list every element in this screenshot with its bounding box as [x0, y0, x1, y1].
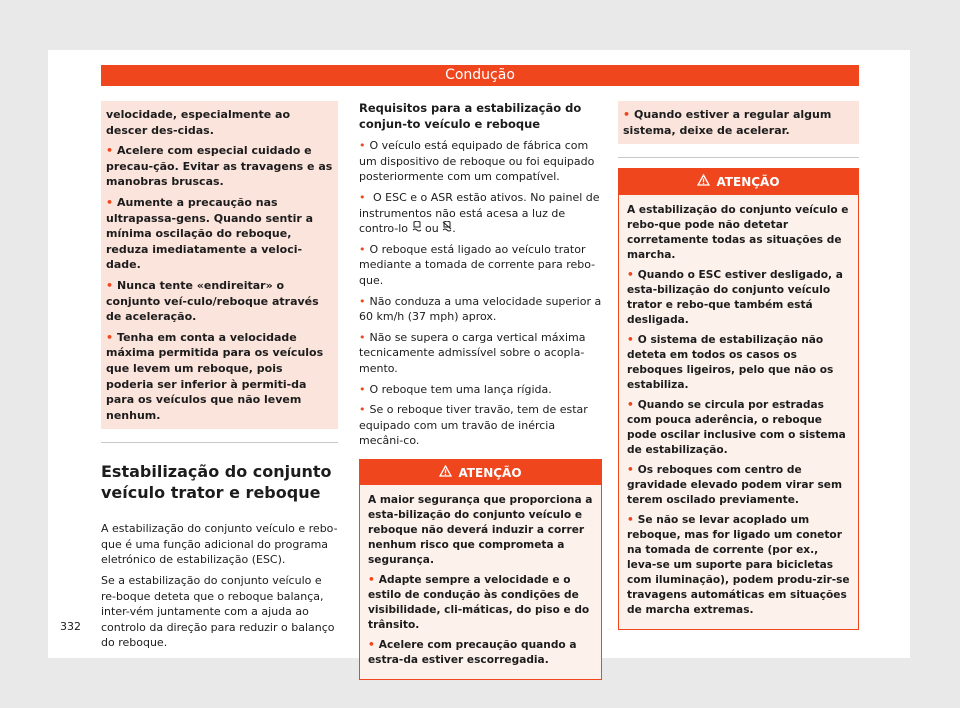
divider	[618, 157, 859, 158]
requirement-text: O ESC e o ASR estão ativos. No painel de instrumentos não está acesa a luz de contro-lo	[359, 190, 600, 236]
warning-bullet: • Quando o ESC estiver desligado, a esta-bilização do conjunto veículo trator e rebo-que também está desligada.	[627, 268, 850, 328]
continued-warning-box	[618, 101, 859, 144]
requirements-heading: Requisitos para a estabilização do conjun-to veículo e reboque	[359, 101, 582, 131]
warning-bullet: • O sistema de estabilização não deteta em todos os casos os reboques ligeiros, pelo que não os estabiliza.	[627, 333, 850, 393]
section-title: Estabilização do conjunto veículo trator e reboque	[101, 462, 332, 503]
warning-bullet: • Aumente a precaução nas ultrapassa-gens. Quando sentir a mínima oscilação do reboque, reduza imediatamente a veloci-dade.	[106, 195, 333, 273]
requirement-item: • O veículo está equipado de fábrica com um dispositivo de reboque ou foi equipado posteriormente com um compatível.	[359, 138, 602, 185]
paragraph: Se a estabilização do conjunto veículo e re-boque deteta que o reboque balança, inter-vém juntamente com a ajuda ao controlo da direção para reduzir o balanço do reboque.	[101, 574, 335, 650]
warning-bullet: • Tenha em conta a velocidade máxima permitida para os veículos que levem um reboque, pois poderia ser inferior à permiti-da para os veículos que não levem nenhum.	[106, 330, 333, 424]
requirement-item: • O reboque tem uma lança rígida.	[359, 382, 602, 398]
requirement-item: • Se o reboque tiver travão, tem de estar equipado com um travão de inércia mecâni-co.	[359, 402, 602, 449]
requirement-item: • O ESC e o ASR estão ativos. No painel de instrumentos não está acesa a luz de contro-lo ou .	[359, 190, 602, 237]
warning-header	[360, 460, 601, 486]
continued-warning-box	[101, 101, 338, 429]
warning-title: ATENÇÃO	[458, 465, 522, 480]
warning-bullet: • Acelere com especial cuidado e precau-ção. Evitar as travagens e as manobras bruscas.	[106, 143, 333, 190]
column-left	[101, 101, 338, 656]
paragraph: A estabilização do conjunto veículo e rebo-que é uma função adicional do programa eletrónico de estabilização (ESC).	[101, 522, 338, 567]
page-number: 332	[60, 620, 81, 633]
divider	[101, 442, 338, 443]
warning-bullet: • Os reboques com centro de gravidade elevado podem virar sem terem oscilado previamente.	[627, 463, 850, 508]
requirement-item: • Não conduza a uma velocidade superior a 60 km/h (37 mph) aprox.	[359, 294, 602, 325]
warning-bullet: • Quando se circula por estradas com pouca aderência, o reboque pode oscilar inclusive com o sistema de estabilização.	[627, 398, 850, 458]
warning-intro: A estabilização do conjunto veículo e rebo-que pode não detetar corretamente todas as situações de marcha.	[627, 203, 849, 261]
warning-body	[360, 485, 601, 679]
warning-header	[619, 169, 858, 195]
warning-bullet: • Adapte sempre a velocidade e o estilo de condução às condições de visibilidade, cli-máticas, do piso e do trânsito.	[368, 573, 593, 633]
requirement-item: • O reboque está ligado ao veículo trator mediante a tomada de corrente para rebo-que.	[359, 242, 602, 289]
warning-bullet: • Se não se levar acoplado um reboque, mas for ligado um conetor na tomada de corrente (por ex., leva-se um suporte para bicicletas com iluminação), podem produ-zir-se travagens automáticas em situações de marcha extremas.	[627, 513, 850, 618]
warning-triangle-icon	[697, 174, 710, 191]
warning-bullet: • Quando estiver a regular algum sistema, deixe de acelerar.	[623, 107, 854, 138]
warning-intro: A maior segurança que proporciona a esta-bilização do conjunto veículo e reboque não deverá induzir a correr nenhum risco que comprometa a segurança.	[368, 494, 593, 567]
esc-off-warning-light-icon	[442, 221, 452, 237]
icon-joiner: ou	[425, 222, 439, 236]
esc-warning-light-icon	[412, 221, 422, 237]
warning-body	[619, 195, 858, 629]
warning-bullet: • Acelere com precaução quando a estra-da estiver escorregadia.	[368, 638, 593, 668]
column-right	[618, 101, 859, 630]
chapter-header: Condução	[101, 65, 859, 86]
warning-bullet: • Nunca tente «endireitar» o conjunto veí-culo/reboque através de aceleração.	[106, 278, 333, 325]
requirement-item: • Não se supera o carga vertical máxima tecnicamente admissível sobre o acopla-mento.	[359, 330, 602, 377]
warning-title: ATENÇÃO	[716, 175, 780, 190]
warning-box	[618, 168, 859, 630]
continued-text: velocidade, especialmente ao descer des-cidas.	[106, 108, 290, 137]
warning-triangle-icon	[439, 465, 452, 482]
column-middle	[359, 101, 602, 680]
warning-box	[359, 459, 602, 681]
